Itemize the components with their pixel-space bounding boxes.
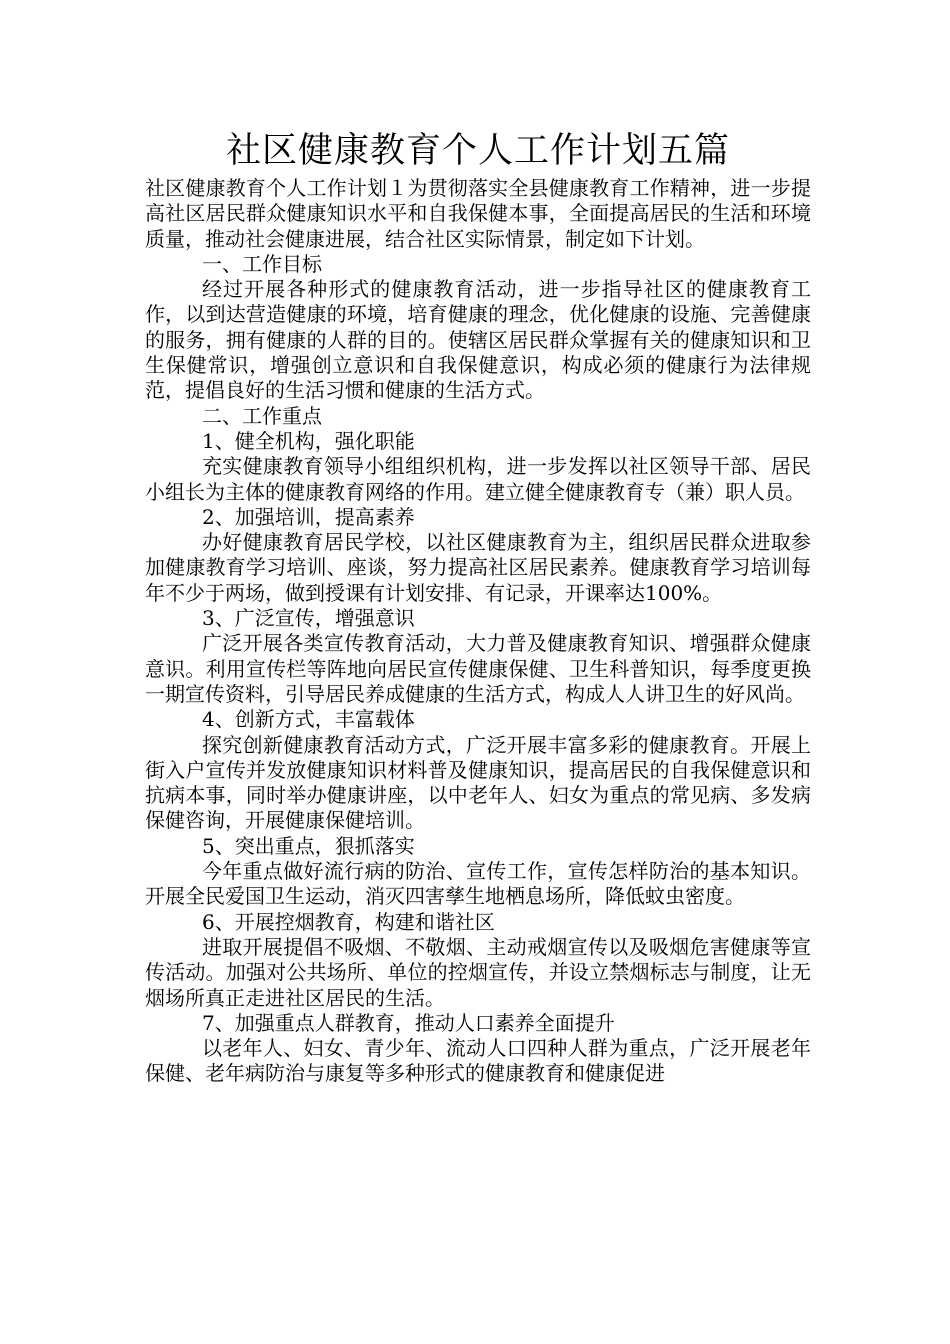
paragraph: 以老年人、妇女、青少年、流动人口四种人群为重点，广泛开展老年保健、老年病防治与康复等多种形式的健康教育和健康促进: [145, 1036, 811, 1086]
paragraph: 经过开展各种形式的健康教育活动，进一步指导社区的健康教育工作，以到达营造健康的环境，培育健康的理念，优化健康的设施、完善健康的服务，拥有健康的人群的目的。使辖区居民群众掌握有关的健康知识和卫生保健常识，增强创立意识和自我保健意识，构成必须的健康行为法律规范，提倡良好的生活习惯和健康的生活方式。: [145, 277, 811, 403]
paragraph: 充实健康教育领导小组组织机构，进一步发挥以社区领导干部、居民小组长为主体的健康教育网络的作用。建立健全健康教育专（兼）职人员。: [145, 454, 811, 504]
paragraph: 二、工作重点: [202, 403, 322, 428]
paragraph: 4、创新方式，丰富载体: [202, 707, 415, 732]
paragraph: 1、健全机构，强化职能: [202, 428, 415, 453]
paragraph: 2、加强培训，提高素养: [202, 504, 415, 529]
paragraph: 广泛开展各类宣传教育活动，大力普及健康教育知识、增强群众健康意识。利用宣传栏等阵地向居民宣传健康保健、卫生科普知识，每季度更换一期宣传资料，引导居民养成健康的生活方式，构成人人讲卫生的好风尚。: [145, 631, 811, 706]
paragraph: 进取开展提倡不吸烟、不敬烟、主动戒烟宣传以及吸烟危害健康等宣传活动。加强对公共场所、单位的控烟宣传，并设立禁烟标志与制度，让无烟场所真正走进社区居民的生活。: [145, 934, 811, 1010]
paragraph: 3、广泛宣传，增强意识: [202, 606, 415, 631]
document-page: [145, 128, 811, 1087]
paragraph: 6、开展控烟教育，构建和谐社区: [202, 909, 495, 934]
paragraph: 7、加强重点人群教育，推动人口素养全面提升: [202, 1010, 615, 1035]
paragraph: 5、突出重点，狠抓落实: [202, 833, 415, 858]
paragraph: 探究创新健康教育活动方式，广泛开展丰富多彩的健康教育。开展上街入户宣传并发放健康知识材料普及健康知识，提高居民的自我保健意识和抗病本事，同时举办健康讲座，以中老年人、妇女为重点的常见病、多发病保健咨询，开展健康保健培训。: [145, 732, 811, 833]
document-title: 社区健康教育个人工作计划五篇: [225, 131, 730, 171]
paragraph: 一、工作目标: [202, 251, 322, 276]
paragraph: 今年重点做好流行病的防治、宣传工作，宣传怎样防治的基本知识。开展全民爱国卫生运动，消灭四害孳生地栖息场所，降低蚊虫密度。: [145, 859, 811, 909]
paragraph: 办好健康教育居民学校，以社区健康教育为主，组织居民群众进取参加健康教育学习培训、座谈，努力提高社区居民素养。健康教育学习培训每年不少于两场，做到授课有计划安排、有记录，开课率达100%。: [145, 530, 811, 605]
document-body: [145, 176, 811, 1087]
paragraph: 社区健康教育个人工作计划１为贯彻落实全县健康教育工作精神，进一步提高社区居民群众健康知识水平和自我保健本事，全面提高居民的生活和环境质量，推动社会健康进展，结合社区实际情景，制定如下计划。: [145, 176, 811, 251]
